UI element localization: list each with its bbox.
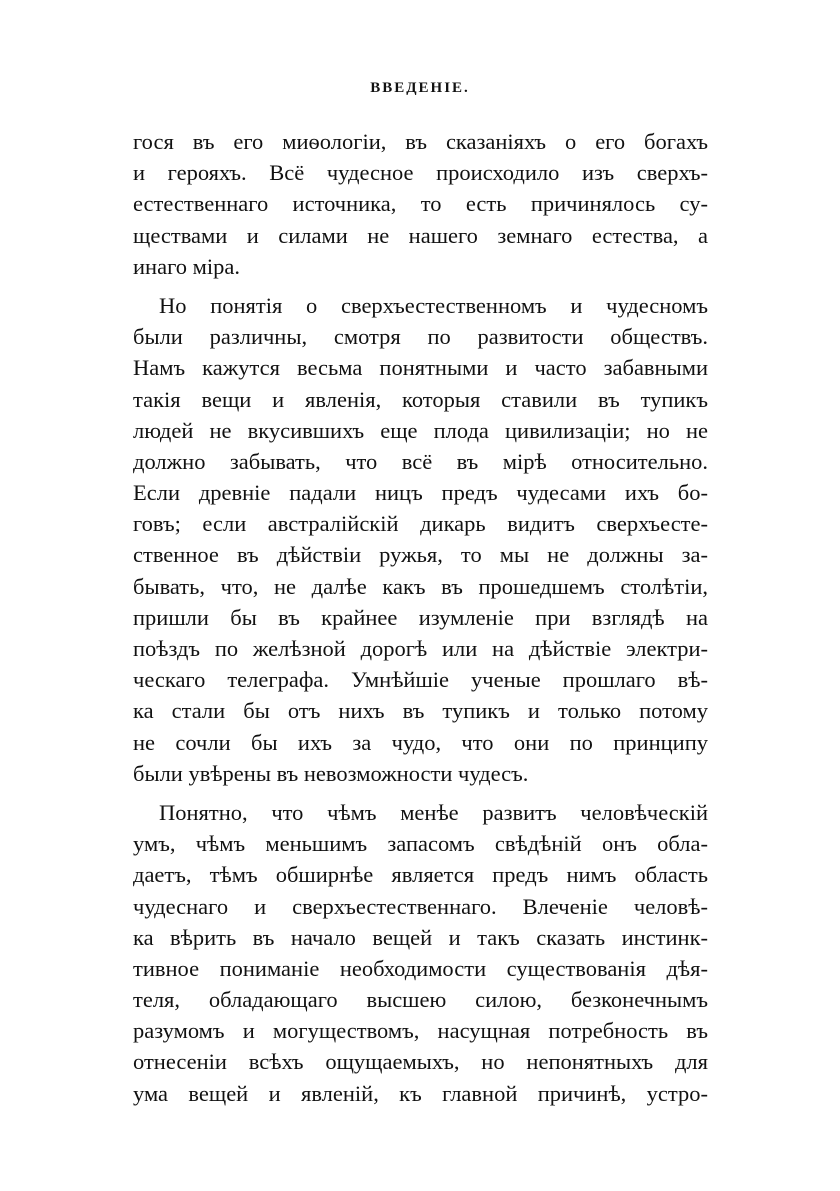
text-line: поѣздъ по желѣзной дорогѣ или на дѣйствіе электри- bbox=[133, 636, 708, 661]
text-line: Намъ кажутся весьма понятными и часто забавными bbox=[133, 355, 708, 381]
text-line: ума вещей и явленій, къ главной причинѣ, устро- bbox=[133, 1080, 708, 1106]
text-line: инаго міра. bbox=[133, 253, 240, 279]
text-line: ка вѣрить въ начало вещей и такъ сказать инстинк- bbox=[133, 924, 708, 950]
text-line: не сочли бы ихъ за чудо, что они по принципу bbox=[133, 729, 708, 755]
text-line: даетъ, тѣмъ обширнѣе является предъ нимъ область bbox=[133, 862, 708, 888]
paragraph-3 bbox=[133, 797, 708, 1109]
text-line: гося въ его миѳологіи, въ сказаніяхъ о его богахъ bbox=[133, 129, 708, 154]
text-line: ческаго телеграфа. Умнѣйшіе ученые прошлаго вѣ- bbox=[133, 667, 708, 693]
text-line: Но понятія о сверхъестественномъ и чудесномъ bbox=[159, 292, 708, 318]
text-line: людей не вкусившихъ еще плода цивилизаціи; но не bbox=[133, 417, 708, 443]
text-line: и герояхъ. Всё чудесное происходило изъ сверхъ- bbox=[133, 160, 708, 186]
text-line: пришли бы въ крайнее изумленіе при взглядѣ на bbox=[133, 604, 708, 630]
text-line: Если древніе падали ницъ предъ чудесами ихъ бо- bbox=[133, 480, 708, 506]
text-line: ществами и силами не нашего земнаго естества, а bbox=[133, 222, 708, 248]
text-line: разумомъ и могуществомъ, насущная потребность въ bbox=[133, 1018, 708, 1044]
paragraph-1 bbox=[133, 126, 708, 282]
text-line: отнесеніи всѣхъ ощущаемыхъ, но непонятныхъ для bbox=[133, 1049, 708, 1075]
running-head: ВВЕДЕНІЕ. bbox=[370, 80, 470, 96]
text-line: Понятно, что чѣмъ менѣе развитъ человѣческій bbox=[159, 799, 708, 825]
text-line: ка стали бы отъ нихъ въ тупикъ и только потому bbox=[133, 698, 708, 724]
text-line: были различны, смотря по развитости обществъ. bbox=[133, 324, 708, 350]
text-line: должно забывать, что всё въ мірѣ относительно. bbox=[133, 448, 708, 474]
text-line: умъ, чѣмъ меньшимъ запасомъ свѣдѣній онъ обла- bbox=[133, 831, 708, 857]
text-line: ственное въ дѣйствіи ружья, то мы не должны за- bbox=[133, 542, 708, 568]
text-line: бывать, что, не далѣе какъ въ прошедшемъ столѣтіи, bbox=[133, 573, 708, 599]
text-line: были увѣрены въ невозможности чудесъ. bbox=[133, 760, 529, 786]
text-line: чудеснаго и сверхъестественнаго. Влеченіе человѣ- bbox=[133, 893, 708, 919]
text-line: теля, обладающаго высшею силою, безконечнымъ bbox=[133, 987, 708, 1013]
text-line: тивное пониманіе необходимости существованія дѣя- bbox=[133, 955, 708, 981]
text-line: говъ; если австралійскій дикарь видитъ сверхъесте- bbox=[133, 511, 708, 537]
body-text bbox=[133, 126, 708, 1109]
paragraph-2 bbox=[133, 290, 708, 789]
text-line: такія вещи и явленія, которыя ставили въ тупикъ bbox=[133, 386, 708, 412]
text-line: естественнаго источника, то есть причинялось су- bbox=[133, 191, 708, 217]
